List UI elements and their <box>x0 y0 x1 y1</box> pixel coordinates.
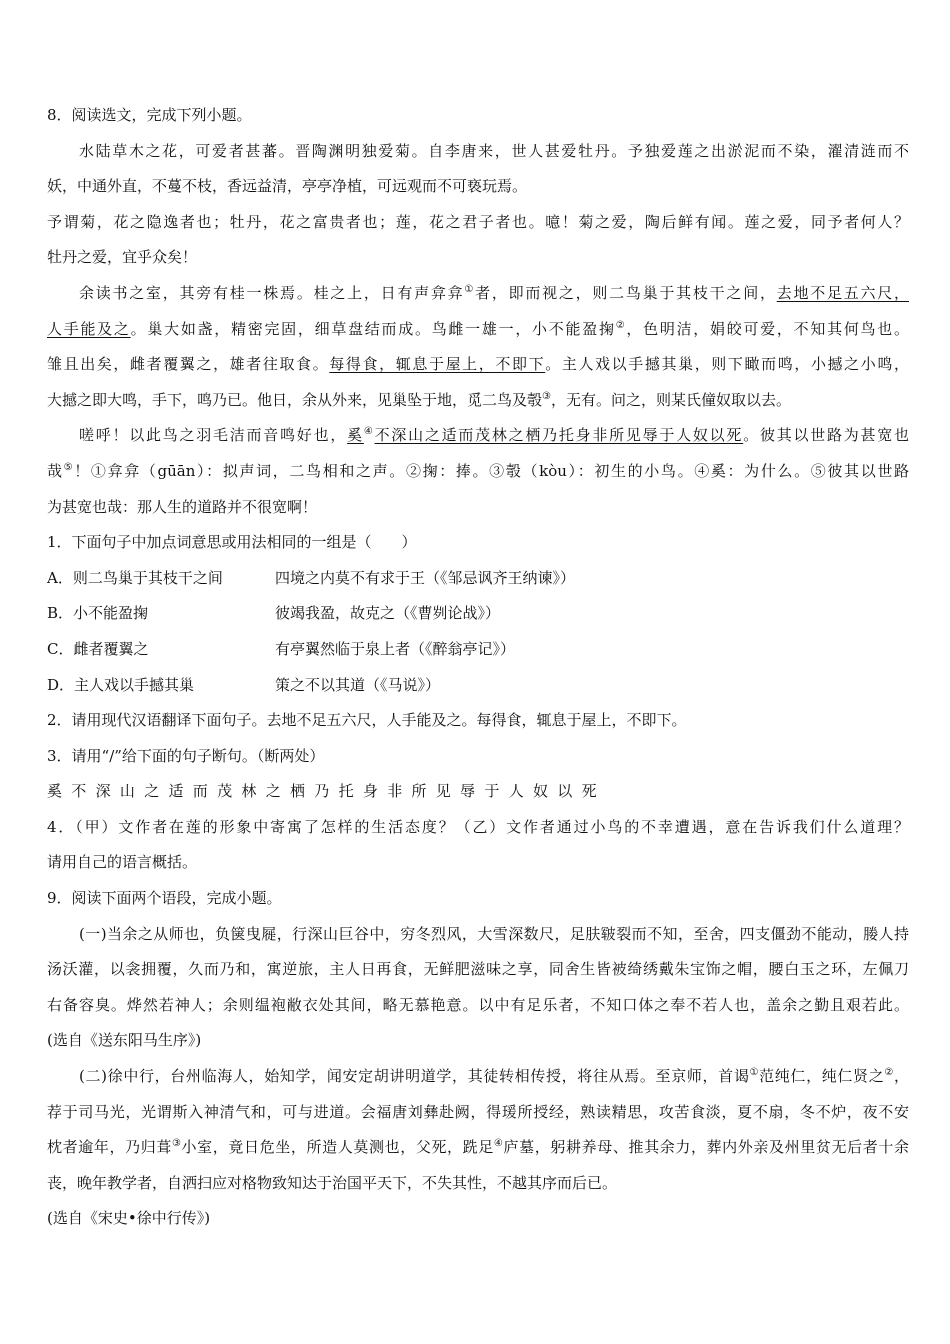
text-segment: 。主人戏以手撼其巢，则下瞰而鸣，小撼之小鸣， <box>545 355 909 374</box>
passage-one-line-1: (一)当余之从师也，负箧曳屣，行深山巨谷中，穷冬烈风，大雪深数尺，足肤皲裂而不知，至舍，四支僵劲不能动，媵人持 <box>79 924 909 943</box>
passage-yi-line-7: 为甚宽也哉：那人生的道路并不很宽啊！ <box>47 497 318 516</box>
option-c-reference: 有亭翼然临于泉上者（《醉翁亭记》） <box>275 639 516 658</box>
passage-yi-line-2 <box>47 312 909 348</box>
footnote-marker: ② <box>884 1067 894 1079</box>
footnote-marker: ④ <box>363 426 375 438</box>
passage-one-source: (选自《送东阳马生序》) <box>47 1031 202 1050</box>
passage-yi-line-1 <box>47 276 909 312</box>
option-c-sentence: C．雌者覆翼之 <box>47 639 149 658</box>
sub-question-2: 2．请用现代汉语翻译下面句子。去地不足五六尺，人手能及之。每得食，辄息于屋上，不即下。 <box>47 711 687 730</box>
underlined-sentence: 人手能及之 <box>47 319 131 338</box>
option-a-reference: 四境之内莫不有求于王（《邹忌讽齐王纳谏》） <box>275 568 576 587</box>
text-segment: 嗟呼！以此鸟之羽毛洁而音鸣好也， <box>79 426 348 445</box>
passage-two-line-3 <box>47 1130 909 1166</box>
underlined-sentence: 奚 <box>347 426 364 445</box>
passage-two-line-4: 丧，晚年教学者，自洒扫应对格物致知达于治国平天下，不失其性，不越其序而后已。 <box>47 1173 618 1192</box>
passage-two-line-2: 荐于司马光，光谓斯入神清气和，可与进道。会福唐刘彝赴阙，得瑗所授经，熟读精思，攻苦食淡，夏不扇，冬不炉，夜不安 <box>47 1102 909 1121</box>
passage-yi-line-3 <box>47 347 909 383</box>
option-d-reference: 策之不以其道（《马说》） <box>275 675 441 694</box>
option-b <box>47 596 909 632</box>
text-segment: 余读书之室，其旁有桂一株焉。桂之上，日有声弇弇 <box>79 283 465 302</box>
footnote-marker: ① <box>464 283 476 295</box>
exam-page <box>47 98 909 1237</box>
footnote-marker: ③ <box>542 390 551 402</box>
sub-question-4-line-1: 4．（甲）文作者在莲的形象中寄寓了怎样的生活态度？（乙）文作者通过小鸟的不幸遭遇，意在告诉我们什么道理？ <box>47 817 909 836</box>
passage-two-line-1 <box>47 1059 909 1095</box>
text-segment: 小室，竟日危坐，所造人莫测也，父死，跣足 <box>181 1138 494 1157</box>
sub-question-3-stem: 3．请用“/”给下面的句子断句。（断两处） <box>47 746 325 765</box>
text-segment: 庐墓，躬耕养母、推其余力，葬内外亲及州里贫无后者十余 <box>503 1138 909 1157</box>
sub-question-4-line-2: 请用自己的语言概括。 <box>47 853 198 872</box>
option-d-sentence: D．主人戏以手撼其巢 <box>47 675 195 694</box>
option-a-sentence: A．则二鸟巢于其枝干之间 <box>47 568 223 587</box>
text-segment: 者，即而视之，则二鸟巢于其枝干之间， <box>475 283 777 302</box>
passage-jia-line-2: 妖，中通外直，不蔓不枝，香远益清，亭亭净植，可远观而不可亵玩焉。 <box>47 177 528 196</box>
passage-one-line-2: 汤沃灌，以衾拥覆，久而乃和，寓逆旅，主人日再食，无鲜肥滋味之享，同舍生皆被绮绣戴朱宝饰之帽，腰白玉之环，左佩刀 <box>47 960 909 979</box>
text-segment: ， <box>893 1067 909 1086</box>
text-segment: 哉 <box>47 461 64 480</box>
q9-heading: 9．阅读下面两个语段，完成小题。 <box>47 889 282 908</box>
text-segment: 。巢大如盏，精密完固，细草盘结而成。鸟雌一雄一，小不能盈掬 <box>130 319 616 338</box>
footnote-marker: ④ <box>493 1138 504 1150</box>
text-segment: ，无有。问之，则某氏僮奴取以去。 <box>550 390 791 409</box>
text-segment: (二)徐中行，台州临海人，始知学，闻安定胡讲明道学，其徒转相传授，将往从焉。至京师，首谒 <box>79 1067 750 1086</box>
passage-one-line-3: 右备容臭。烨然若神人；余则缊袍敝衣处其间，略无慕艳意。以中有足乐者，不知口体之奉不若人也，盖余之勤且艰若此。 <box>47 995 909 1014</box>
underlined-sentence: 不深山之适而茂林之栖乃托身非所见辱于人奴以死 <box>374 426 744 445</box>
footnote-marker: ② <box>615 319 627 331</box>
passage-yi-line-5 <box>47 418 909 454</box>
option-a <box>47 561 909 597</box>
q8-heading: 8．阅读选文，完成下列小题。 <box>47 106 252 124</box>
passage-two-source: (选自《宋史•徐中行传》) <box>47 1209 211 1228</box>
footnote-marker: ③ <box>171 1138 182 1150</box>
option-d <box>47 668 909 704</box>
passage-jia-line-3: 予谓菊，花之隐逸者也；牡丹，花之富贵者也；莲，花之君子者也。噫！菊之爱，陶后鲜有闻。莲之爱，同予者何人？ <box>47 212 909 231</box>
text-segment: ，色明洁，娟皎可爱，不知其何鸟也。 <box>626 319 909 338</box>
text-segment: 。彼其以世路为甚宽也 <box>743 426 909 445</box>
sub-question-1-stem: 1．下面句子中加点词意思或用法相同的一组是（ ） <box>47 533 417 552</box>
text-segment: 雏且出矣，雌者覆翼之，雄者往取食。 <box>47 355 330 374</box>
option-b-sentence: B．小不能盈掬 <box>47 604 149 623</box>
option-c <box>47 632 909 668</box>
passage-two <box>47 1059 909 1237</box>
passage-jia-line-4: 牡丹之爱，宜乎众矣！ <box>47 248 198 267</box>
passage-jia-line-1: 水陆草木之花，可爱者甚蕃。晋陶渊明独爱菊。自李唐来，世人甚爱牡丹。予独爱莲之出淤泥而不染，濯清涟而不 <box>79 141 909 160</box>
footnote-marker: ① <box>749 1067 760 1079</box>
footnote-text: ！①弇弇（gūān）：拟声词，二鸟相和之声。②掬：捧。③彀（kòu）：初生的小鸟。④奚：为什么。⑤彼其以世路 <box>74 461 909 480</box>
passage-yi-line-6 <box>47 454 909 490</box>
option-b-reference: 彼竭我盈，故克之（《曹刿论战》） <box>275 604 501 623</box>
passage-yi-line-4 <box>47 383 909 419</box>
text-segment: 大撼之即大鸣，手下，鸣乃已。他日，余从外来，见巢坠于地，觅二鸟及彀 <box>47 390 543 409</box>
footnote-marker: ⑤ <box>63 461 75 473</box>
sub-question-3-sentence: 奚不深山之适而茂林之栖乃托身非所见辱于人奴以死 <box>47 782 606 801</box>
underlined-sentence: 去地不足五六尺， <box>776 283 909 302</box>
underlined-sentence: 每得食，辄息于屋上，不即下 <box>329 355 546 374</box>
passage-one <box>47 917 909 1059</box>
text-segment: 枕者逾年，乃归葺 <box>47 1138 172 1157</box>
text-segment: 范纯仁，纯仁贤之 <box>759 1067 885 1086</box>
